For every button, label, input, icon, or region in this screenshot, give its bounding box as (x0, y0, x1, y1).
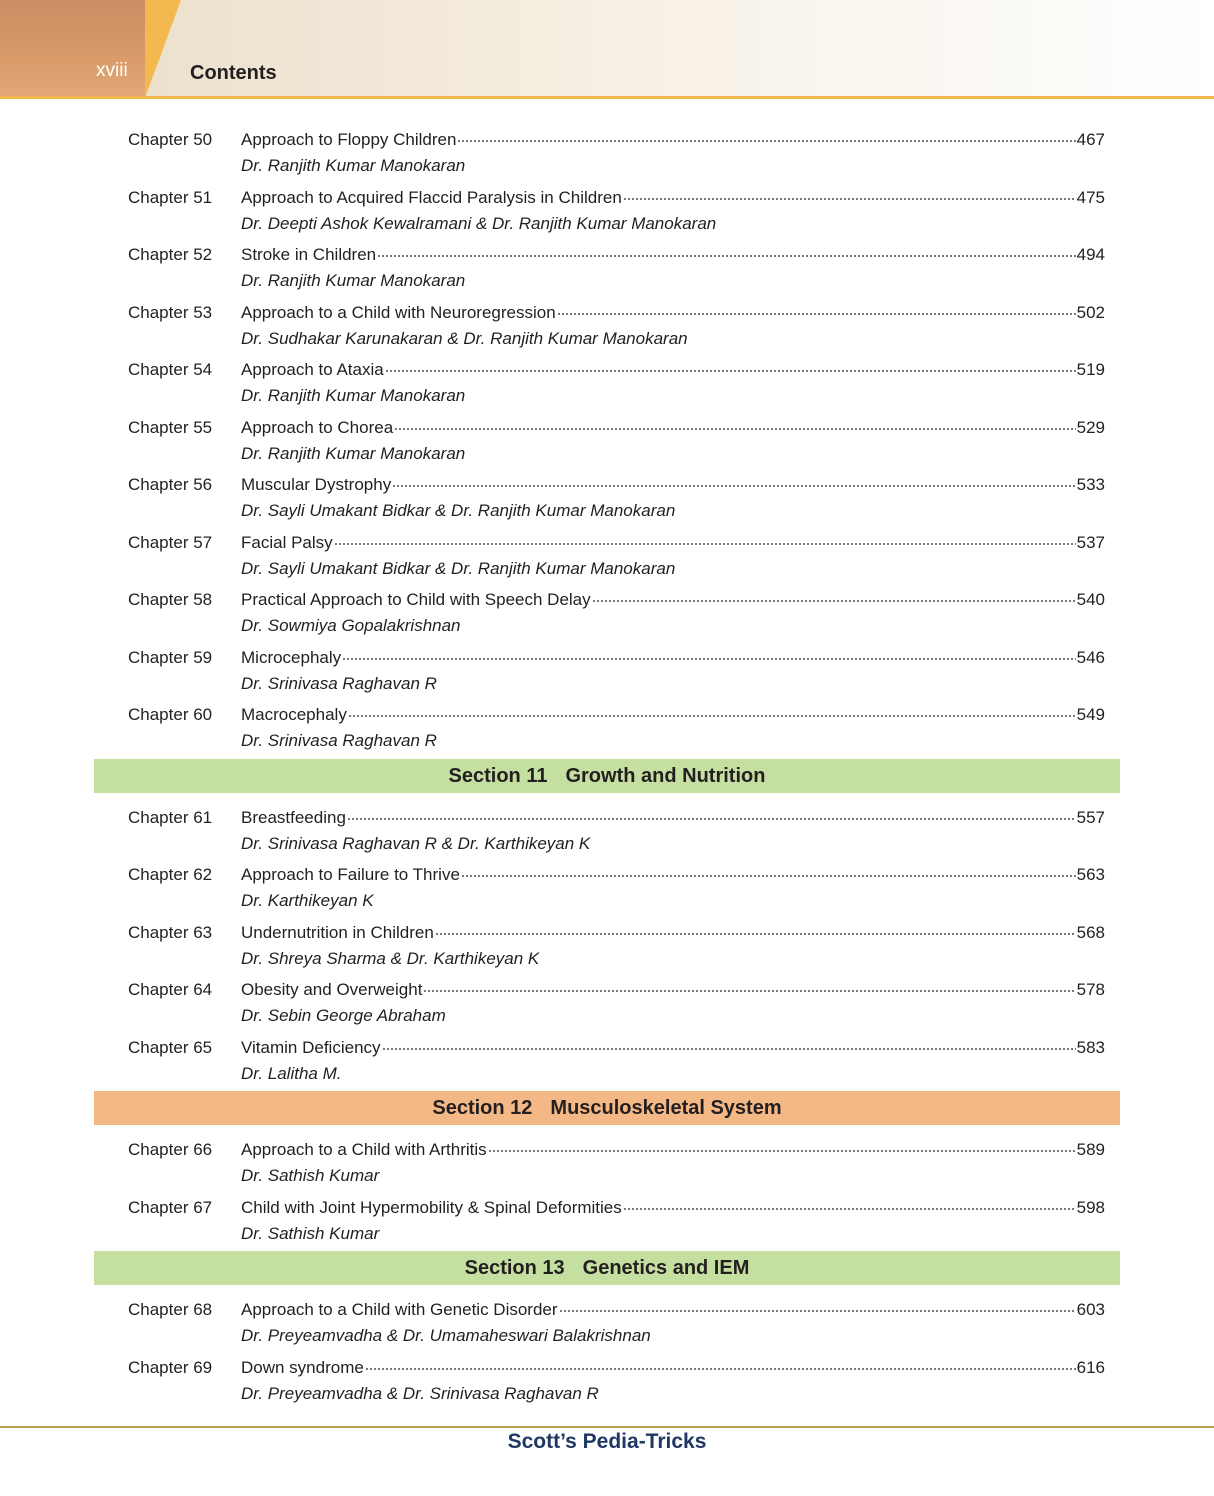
section-label: Section 13 (464, 1257, 565, 1279)
chapter-title-line (241, 648, 1105, 668)
chapter-title: Approach to a Child with Genetic Disorder (241, 1300, 558, 1319)
chapter-number: Chapter 54 (128, 360, 213, 379)
chapter-title: Stroke in Children (241, 245, 377, 264)
dot-leader (423, 981, 1075, 995)
chapter-title: Approach to Ataxia (241, 360, 384, 379)
dot-leader (457, 131, 1075, 145)
dot-leader (592, 591, 1076, 605)
toc-entry[interactable] (0, 352, 1214, 410)
chapter-title-line (241, 130, 1105, 150)
chapter-number: Chapter 53 (128, 302, 213, 322)
running-head-title: Contents (190, 62, 277, 84)
chapter-title: Macrocephaly (241, 705, 347, 724)
toc-entry[interactable] (0, 915, 1214, 973)
section-label: Section 12 (432, 1097, 533, 1119)
toc-entry[interactable] (0, 1292, 1214, 1350)
chapter-title-line (241, 980, 1105, 1000)
chapter-title-line (241, 533, 1105, 553)
chapter-authors: Dr. Preyeamvadha & Dr. Umamaheswari Balakrishnan (241, 1326, 651, 1345)
chapter-title-line (241, 1198, 1105, 1218)
dot-leader (348, 706, 1076, 720)
chapter-authors: Dr. Sayli Umakant Bidkar & Dr. Ranjith Kumar Manokaran (241, 558, 676, 578)
page-number-ref: 578 (1076, 980, 1105, 999)
page-tab-accent (145, 0, 181, 98)
section-name: Genetics and IEM (582, 1257, 750, 1279)
chapter-title: Vitamin Deficiency (241, 1037, 381, 1057)
dot-leader (559, 1301, 1076, 1315)
table-of-contents (0, 122, 1214, 1407)
page-number-ref: 598 (1076, 1197, 1105, 1217)
section-name: Musculoskeletal System (550, 1097, 782, 1119)
chapter-authors: Dr. Sathish Kumar (241, 1166, 380, 1185)
dot-leader (334, 534, 1076, 548)
chapter-title-line (241, 1140, 1105, 1160)
toc-entry[interactable] (0, 800, 1214, 858)
chapter-authors: Dr. Ranjith Kumar Manokaran (241, 386, 466, 405)
page-number-ref: 583 (1076, 1037, 1105, 1057)
toc-entry[interactable] (0, 525, 1214, 583)
chapter-number: Chapter 67 (128, 1197, 213, 1217)
chapter-title-line (241, 705, 1105, 725)
toc-entry[interactable] (0, 1132, 1214, 1190)
dot-leader (385, 361, 1076, 375)
page-number-ref: 475 (1076, 187, 1105, 207)
chapter-authors: Dr. Srinivasa Raghavan R (241, 673, 437, 693)
page-number-ref: 546 (1076, 647, 1105, 667)
dot-leader (623, 189, 1076, 203)
chapter-authors: Dr. Preyeamvadha & Dr. Srinivasa Raghavan R (241, 1383, 599, 1403)
chapter-title: Facial Palsy (241, 532, 333, 552)
dot-leader (392, 476, 1075, 490)
chapter-title-line (241, 865, 1105, 885)
chapter-title-line (241, 1300, 1105, 1320)
section-name: Growth and Nutrition (565, 764, 766, 787)
page-number-ref: 537 (1076, 532, 1105, 552)
chapter-title-line (241, 245, 1105, 265)
dot-leader (435, 924, 1076, 938)
chapter-title: Down syndrome (241, 1357, 364, 1377)
chapter-number: Chapter 58 (128, 590, 213, 609)
chapter-authors: Dr. Sathish Kumar (241, 1223, 380, 1243)
page-number-ref: 589 (1076, 1140, 1105, 1159)
chapter-number: Chapter 60 (128, 705, 213, 724)
dot-leader (461, 866, 1076, 880)
page-number-ref: 519 (1076, 360, 1105, 379)
toc-entry[interactable] (0, 697, 1214, 755)
dot-leader (342, 649, 1075, 663)
toc-entry[interactable] (0, 1350, 1214, 1408)
page-number-ref: 533 (1076, 475, 1105, 494)
chapter-authors: Dr. Shreya Sharma & Dr. Karthikeyan K (241, 948, 540, 968)
chapter-number: Chapter 68 (128, 1300, 213, 1319)
chapter-number: Chapter 69 (128, 1357, 213, 1377)
header-rule (0, 96, 1214, 99)
chapter-title: Approach to a Child with Arthritis (241, 1140, 487, 1159)
page-number-ref: 563 (1076, 865, 1105, 884)
chapter-number: Chapter 52 (128, 245, 213, 264)
chapter-number: Chapter 64 (128, 980, 213, 999)
chapter-title: Microcephaly (241, 647, 342, 667)
chapter-number: Chapter 55 (128, 417, 213, 437)
toc-entry[interactable] (0, 972, 1214, 1030)
page-number-ref: 494 (1076, 245, 1105, 264)
section-header (94, 759, 1120, 793)
page-number-ref: 529 (1076, 417, 1105, 437)
toc-entry[interactable] (0, 857, 1214, 915)
toc-entry[interactable] (0, 467, 1214, 525)
dot-leader (382, 1039, 1076, 1053)
toc-entry[interactable] (0, 237, 1214, 295)
page-number-ref: 540 (1076, 590, 1105, 609)
chapter-authors: Dr. Sowmiya Gopalakrishnan (241, 616, 461, 635)
dot-leader (623, 1199, 1076, 1213)
chapter-title: Muscular Dystrophy (241, 475, 392, 494)
page-number-ref: 557 (1076, 807, 1105, 827)
chapter-title: Approach to a Child with Neuroregression (241, 302, 556, 322)
toc-entry[interactable] (0, 410, 1214, 468)
chapter-number: Chapter 56 (128, 475, 213, 494)
page-number: xviii (96, 60, 128, 81)
page-header (0, 0, 1214, 98)
toc-entry[interactable] (0, 295, 1214, 353)
page-number-ref: 568 (1076, 922, 1105, 942)
chapter-number: Chapter 66 (128, 1140, 213, 1159)
footer-book-title: Scott’s Pedia-Tricks (507, 1430, 707, 1453)
chapter-number: Chapter 57 (128, 532, 213, 552)
chapter-title: Undernutrition in Children (241, 922, 434, 942)
footer-rule (0, 1426, 1214, 1428)
chapter-authors: Dr. Lalitha M. (241, 1063, 342, 1083)
chapter-title: Approach to Failure to Thrive (241, 865, 460, 884)
chapter-authors: Dr. Sudhakar Karunakaran & Dr. Ranjith Kumar Manokaran (241, 328, 688, 348)
dot-leader (557, 304, 1076, 318)
chapter-title: Breastfeeding (241, 807, 346, 827)
page-number-ref: 603 (1076, 1300, 1105, 1319)
page-number-ref: 467 (1076, 130, 1105, 149)
page-number-ref: 502 (1076, 302, 1105, 322)
dot-leader (394, 419, 1075, 433)
chapter-title-line (241, 475, 1105, 495)
chapter-authors: Dr. Ranjith Kumar Manokaran (241, 156, 466, 175)
chapter-title: Obesity and Overweight (241, 980, 423, 999)
section-header (94, 1251, 1120, 1285)
chapter-title: Child with Joint Hypermobility & Spinal Deformities (241, 1197, 622, 1217)
chapter-authors: Dr. Srinivasa Raghavan R & Dr. Karthikeyan K (241, 833, 591, 853)
chapter-title-line (241, 188, 1105, 208)
toc-entry[interactable] (0, 180, 1214, 238)
section-header (94, 1091, 1120, 1125)
chapter-authors: Dr. Srinivasa Raghavan R (241, 731, 437, 750)
chapter-number: Chapter 50 (128, 130, 213, 149)
chapter-title-line (241, 808, 1105, 828)
chapter-title: Approach to Chorea (241, 417, 394, 437)
chapter-authors: Dr. Ranjith Kumar Manokaran (241, 443, 466, 463)
section-label: Section 11 (448, 764, 548, 787)
toc-entry[interactable] (0, 640, 1214, 698)
chapter-title-line (241, 303, 1105, 323)
page-number-ref: 616 (1076, 1357, 1105, 1377)
page-number-ref: 549 (1076, 705, 1105, 724)
dot-leader (377, 246, 1076, 260)
chapter-number: Chapter 51 (128, 187, 213, 207)
chapter-authors: Dr. Sebin George Abraham (241, 1006, 446, 1025)
chapter-number: Chapter 61 (128, 807, 213, 827)
dot-leader (488, 1141, 1076, 1155)
chapter-title: Approach to Acquired Flaccid Paralysis in Children (241, 187, 622, 207)
chapter-number: Chapter 62 (128, 865, 213, 884)
chapter-number: Chapter 63 (128, 922, 213, 942)
chapter-title: Practical Approach to Child with Speech Delay (241, 590, 591, 609)
chapter-authors: Dr. Sayli Umakant Bidkar & Dr. Ranjith Kumar Manokaran (241, 501, 676, 520)
chapter-authors: Dr. Karthikeyan K (241, 891, 374, 910)
chapter-title-line (241, 923, 1105, 943)
chapter-authors: Dr. Ranjith Kumar Manokaran (241, 271, 466, 290)
chapter-title-line (241, 360, 1105, 380)
dot-leader (365, 1359, 1076, 1373)
toc-entry[interactable] (0, 1030, 1214, 1088)
chapter-number: Chapter 65 (128, 1037, 213, 1057)
toc-entry[interactable] (0, 122, 1214, 180)
chapter-title-line (241, 1358, 1105, 1378)
chapter-title-line (241, 590, 1105, 610)
chapter-authors: Dr. Deepti Ashok Kewalramani & Dr. Ranjith Kumar Manokaran (241, 213, 717, 233)
page-number-tab (0, 0, 145, 98)
chapter-title-line (241, 1038, 1105, 1058)
toc-entry[interactable] (0, 1190, 1214, 1248)
dot-leader (347, 809, 1076, 823)
toc-entry[interactable] (0, 582, 1214, 640)
chapter-title-line (241, 418, 1105, 438)
chapter-number: Chapter 59 (128, 647, 213, 667)
chapter-title: Approach to Floppy Children (241, 130, 457, 149)
